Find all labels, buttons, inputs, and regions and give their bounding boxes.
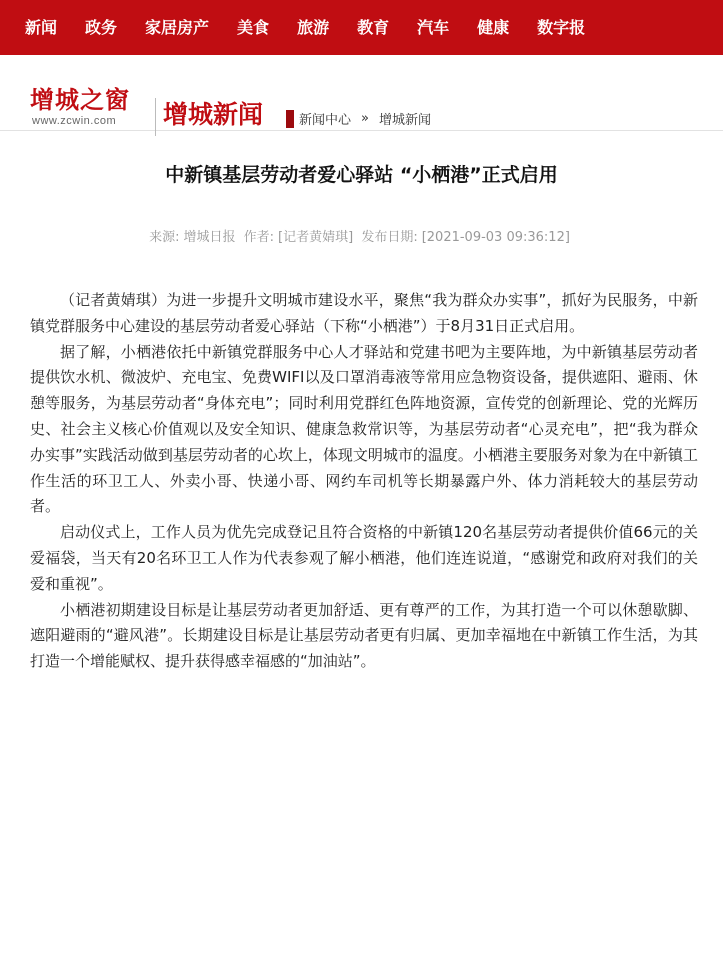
paragraph: 据了解，小栖港依托中新镇党群服务中心人才驿站和党建书吧为主要阵地，为中新镇基层劳动者提供饮水机、微波炉、充电宝、免费WIFI以及口罩消毒液等常用应急物资设备，提供遮阳、避雨、休憩等服务，为基层劳动者“身体充电”；同时利用党群红色阵地资源，宣传党的创新理论、党的光辉历史、社会主义核心价值观以及安全知识、健康急救常识等，为基层劳动者“心灵充电”，把“我为群众办实事”实践活动做到基层劳动者的心坎上，体现文明城市的温度。小栖港主要服务对象为在中新镇工作生活的环卫工人、外卖小哥、快递小哥、网约车司机等长期暴露户外、体力消耗较大的基层劳动者。 — [30, 342, 698, 516]
top-navigation — [0, 0, 723, 55]
nav-item-auto[interactable]: 汽车 — [417, 18, 450, 37]
publish-date: [2021-09-03 09:36:12] — [421, 230, 570, 245]
nav-item-government[interactable]: 政务 — [85, 18, 118, 37]
nav-item-travel[interactable]: 旅游 — [297, 18, 330, 37]
article-title: 中新镇基层劳动者爱心驿站 “小栖港”正式启用 — [165, 164, 558, 186]
nav-item-home-property[interactable]: 家居房产 — [145, 18, 210, 37]
author-label: 作者: — [243, 230, 275, 245]
author-value: [记者黄婧琪] — [278, 230, 354, 245]
logo-url: www.zcwin.com — [32, 115, 117, 127]
breadcrumb-current[interactable]: 增城新闻 — [378, 113, 431, 128]
date-label: 发布日期: — [361, 230, 418, 245]
breadcrumb-news-center[interactable]: 新闻中心 — [299, 113, 352, 128]
paragraph: 启动仪式上，工作人员为优先完成登记且符合资格的中新镇120名基层劳动者提供价值66元的关爱福袋，当天有20名环卫工人作为代表参观了解小栖港，他们连连说道，“感谢党和政府对我们的关爱和重视”。 — [30, 523, 698, 593]
paragraph: （记者黄婧琪）为进一步提升文明城市建设水平，聚焦“我为群众办实事”，抓好为民服务，中新镇党群服务中心建设的基层劳动者爱心驿站（下称“小栖港”）于8月31日正式启用。 — [30, 291, 698, 335]
nav-item-education[interactable]: 教育 — [357, 18, 390, 37]
header-divider — [155, 98, 156, 136]
nav-item-news[interactable]: 新闻 — [25, 18, 58, 37]
nav-item-food[interactable]: 美食 — [237, 18, 270, 37]
breadcrumb — [286, 109, 431, 128]
article-body — [30, 288, 698, 675]
breadcrumb-separator: » — [361, 111, 369, 126]
nav-item-health[interactable]: 健康 — [477, 18, 510, 37]
source-value: 增城日报 — [183, 230, 236, 245]
source-label: 来源: — [149, 230, 180, 245]
article-meta — [0, 228, 723, 248]
logo-text: 增城之窗 — [30, 85, 130, 114]
paragraph: 小栖港初期建设目标是让基层劳动者更加舒适、更有尊严的工作，为其打造一个可以休憩歇脚、遮阳避雨的“避风港”。长期建设目标是让基层劳动者更有归属、更加幸福地在中新镇工作生活，为其打造一个增能赋权、提升获得感幸福感的“加油站”。 — [30, 600, 698, 671]
site-logo[interactable] — [30, 87, 150, 131]
section-title: 增城新闻 — [163, 100, 264, 129]
nav-item-digital-paper[interactable]: 数字报 — [537, 18, 586, 37]
breadcrumb-marker — [286, 110, 294, 128]
